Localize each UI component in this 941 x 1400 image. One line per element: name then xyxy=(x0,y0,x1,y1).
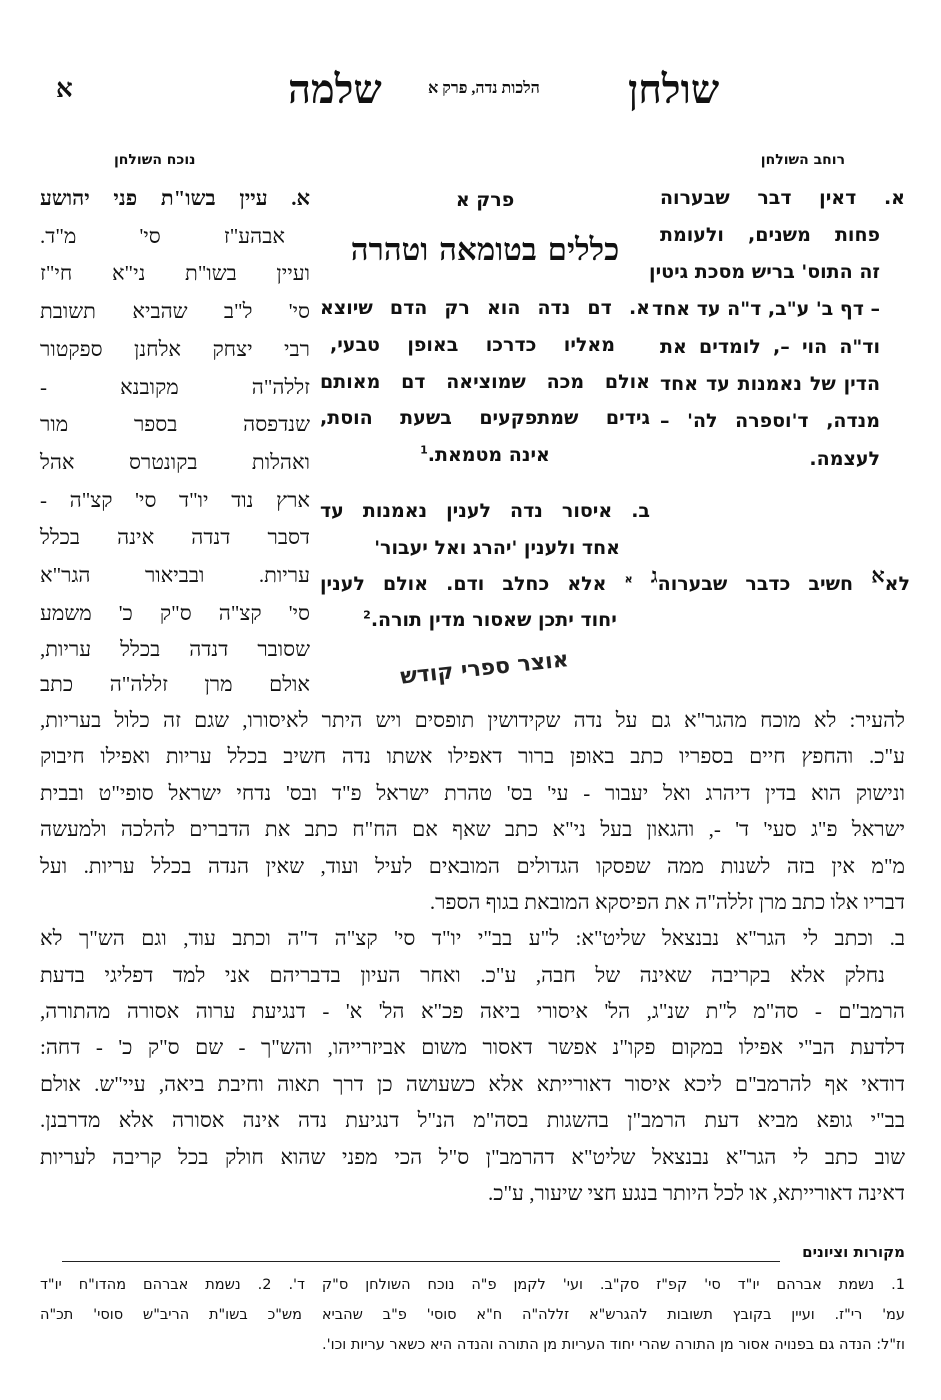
commentary-line: דודאי אף להרמב"ם ליכא איסור דאורייתא אלא כשעושה כן דרך תאוה וחיבת ביאה, עיי"ש. אולם xyxy=(40,1072,905,1096)
page-number: א xyxy=(56,74,73,104)
section-text: לא xyxy=(884,573,910,595)
left-column-line: אבהע"ז סי' מ"ד. xyxy=(40,224,285,248)
left-column-line: דסבר דנדה אינה בכלל xyxy=(40,525,310,549)
section-line: מאליו כדרכו באופן טבעי, xyxy=(330,334,615,356)
running-title-right: שולחן xyxy=(628,66,720,113)
margin-note-ref[interactable]: א xyxy=(624,572,633,586)
commentary-line: דבריו אלו כתב מרן זללה"ה את הפיסקא המובאת בגוף הספר. xyxy=(429,890,905,914)
commentary-line: שוב כתב לי הגר"א נבנצאל שליט"א דהרמב"ן ס"ל הכי מפני שהוא חולק בכל קריבה לעריות xyxy=(40,1145,905,1169)
right-column-line: זה התוס' בריש מסכת גיטין xyxy=(649,261,880,283)
commentary-line: ע"כ. והחפץ חיים בספריו כתב באופן ברור דאפילו אשתו נדה חשיב בכלל עריות ואפילו חיבוק xyxy=(40,744,905,768)
commentary-line: דאינה דאורייתא, או לכל היותר בנגע חצי שיעור, ע"כ. xyxy=(487,1181,905,1205)
right-column-line: לעצמה. xyxy=(809,448,880,470)
section-text: יחוד יתכן שאסור מדין תורה. xyxy=(370,609,617,631)
commentary-line: ב. וכתב לי הגר"א נבנצאל שליט"א: ל"ע בב"י יו"ד סי' קצ"ה ד"ה וכתב עוד, וגם הש"ך לא xyxy=(40,926,905,950)
source-line: 1. נשמת אברהם יו"ד סי' קפ"ז סק"ב. ועי' לקמן פ"ה נוכח השולחן ס"ק ד'. 2. נשמת אברהם מהדו"ח יו"ד xyxy=(40,1277,905,1293)
left-column-line: אולם מרן זללה"ה כתב xyxy=(40,672,310,696)
right-column-heading: רוחב השולחן xyxy=(760,152,845,168)
chapter-title: כללים בטומאה וטהרה xyxy=(350,232,620,268)
note-text: א. עיין בשו"ת פני יהושע xyxy=(40,186,310,210)
left-column-line: רבי יצחק אלחנן ספקטור xyxy=(40,337,310,361)
sources-heading: מקורות וציונים xyxy=(802,1243,905,1261)
commentary-line: בב"י גופא מביא דעת הרמב"ן בהשגות בסה"מ הנ"ל דנגיעת נדה אינה אסורה אלא מדרבנן. xyxy=(40,1108,905,1132)
section-line xyxy=(320,438,650,472)
section-line: אולם מכה שמוציאה דם מאותם xyxy=(320,371,650,393)
left-column-line: עריות. ובביאור הגר"א xyxy=(40,563,310,587)
left-column-line: סי' קצ"ה ס"ק כ' משמע xyxy=(40,601,310,625)
right-column-line: – דף ב' ע"ב, ד"ה עד אחד xyxy=(652,298,880,320)
section-line: אחד ולענין 'יהרג ואל יעבור' xyxy=(374,537,620,559)
left-column-heading: נוכח השולחן xyxy=(114,152,196,168)
source-line: וז"ל: הנדה גם בפנויה אסור מן התורה שהרי יחוד העריות מן התורה והנדה היא כשאר עריות וכו'. xyxy=(322,1337,905,1353)
section-line: גידים שמתפקעים בשעת הוסת, xyxy=(320,407,650,429)
section-line: א. דם נדה הוא רק הדם שיוצא xyxy=(320,297,650,319)
section-text: אינה מטמאת. xyxy=(427,444,550,466)
right-column-line: הדין של נאמנות עד אחד xyxy=(660,373,880,395)
source-line: עמ' רי"ז. ועיין בקובץ תשובות להגרש"א זללה"ה ח"א סוסי' פ"ב שהביא מש"כ בשו"ת הריב"ש סוסי' תכ"ה xyxy=(40,1307,905,1323)
section-line xyxy=(330,603,650,637)
commentary-line: נחלק אלא בקריבה שאינה של חבה, ע"כ. ואחר העיון בדבריהם אני למד דפליגי בדעת xyxy=(40,963,885,987)
commentary-line: דלדעת הב"י אפילו במקום פקו"נ אפשר דאסור משום אביזרייהו, והש"ך - שם ס"ק כ' - דחה: xyxy=(40,1035,905,1059)
left-column-line: סי' ל"ב שהביא תשובת xyxy=(40,299,310,323)
section-text: חשיב כדבר שבערוה xyxy=(657,573,854,595)
commentary-line: ישראל פ"ג סעי' ד' -, והגאון בעל ני"א כתב שאף אם הח"ח כתב את הדברים להלכה ולמעשה xyxy=(40,817,905,841)
sources-divider xyxy=(62,1261,780,1262)
left-column-line: זללה"ה מקובנא - xyxy=(40,375,310,399)
footnote-ref[interactable]: 1 xyxy=(420,443,428,457)
section-line: ב. איסור נדה לענין נאמנות עד xyxy=(320,500,650,522)
footnote-ref[interactable]: 2 xyxy=(363,608,371,622)
right-column-line: מנדה, ד'וספרה לה' – xyxy=(660,410,880,432)
right-column-line: א. דאין דבר שבערוה xyxy=(660,187,905,209)
library-stamp: אוצר ספרי קודש xyxy=(399,647,570,690)
margin-note-ref[interactable]: א xyxy=(871,563,885,588)
running-title-left: שלמה xyxy=(288,66,382,113)
section-line xyxy=(320,563,910,601)
commentary-line: להעיר: לא מוכח מהגר"א גם על נדה שקידושין תופסים ויש היתר לאיסורו, שגם זה כלול בעריות, xyxy=(40,708,905,732)
left-column-line: שנדפסה בספר מור xyxy=(40,412,310,436)
chapter-label: פרק א xyxy=(455,189,515,211)
left-column-line: ארץ נוד יו"ד סי' קצ"ה - xyxy=(40,488,310,512)
right-column-line: פחות משנים, ולעומת xyxy=(660,224,880,246)
left-column-line: שסובר דנדה בכלל עריות, xyxy=(40,637,310,661)
commentary-line: מ"מ אין בזה לשנות ממה שפסקו הגדולים המובאים לעיל ועוד, שאין הנדה בכלל עריות. ועל xyxy=(40,854,905,878)
commentary-line: ונישוק הוא בדין דיהרג ואל יעבור - עי' בס' טהרת ישראל פ"ד ובס' נדחי ישראל סופי"ט ובבית xyxy=(40,781,905,805)
left-column-line: ואהלות בקונטרס אהל xyxy=(40,450,310,474)
commentary-line: הרמב"ם - סה"מ ל"ת שנ"ג, הל' איסורי ביאה פכ"א הל' א' - דנגיעת ערוה אסורה מהתורה, xyxy=(40,999,905,1023)
margin-note-ref[interactable]: ג xyxy=(650,563,658,588)
running-subtitle: הלכות נדה, פרק א xyxy=(428,80,540,97)
left-column-line: ועיין בשו"ת ני"א חי"ז xyxy=(40,261,310,285)
right-column-line: וד"ה הוי –, לומדים את xyxy=(660,336,880,358)
left-column-line xyxy=(40,181,310,215)
section-text: אלא כחלב ודם. אולם לענין xyxy=(320,573,607,595)
